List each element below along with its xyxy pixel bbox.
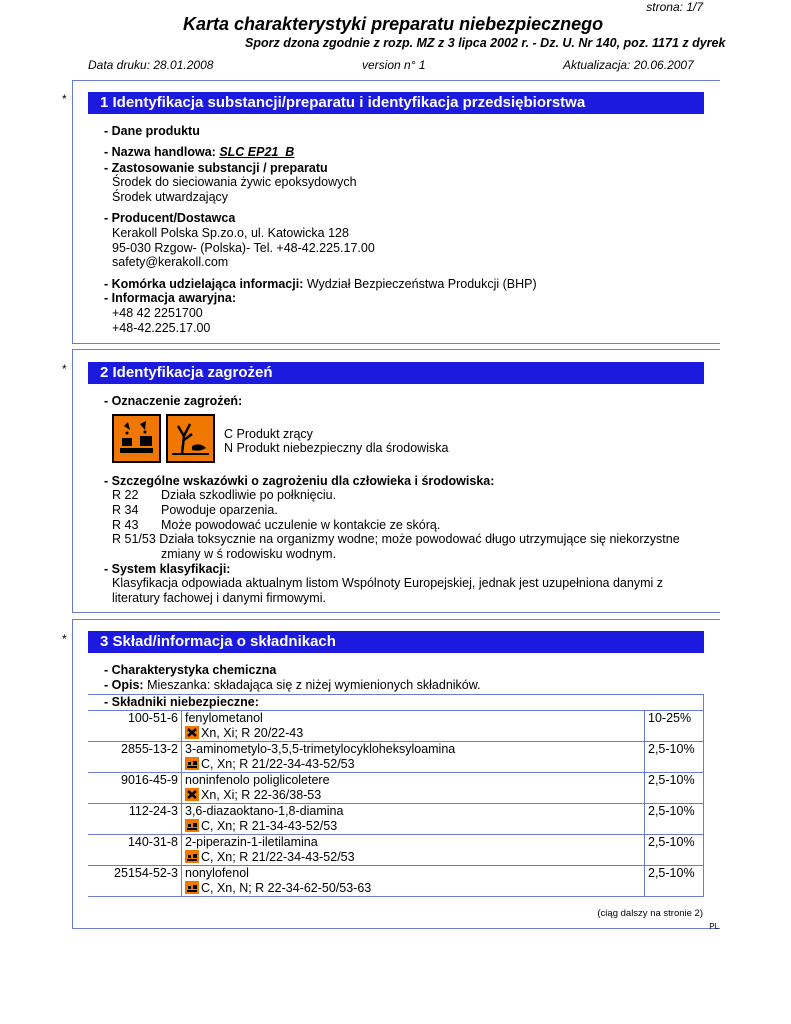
info-label: - Komórka udzielająca informacji: <box>104 277 304 291</box>
use-line-1: Środek do sieciowania żywic epoksydowych <box>112 175 357 189</box>
classification-line-1: Klasyfikacja odpowiada aktualnym listom Wspólnoty Europejskiej, jednak jest uzupełniona danymi z <box>112 576 663 590</box>
print-date: Data druku: 28.01.2008 <box>88 58 214 72</box>
harmful-x-icon <box>185 788 199 801</box>
info-value: Wydział Bezpieczeństwa Produkcji (BHP) <box>306 277 537 291</box>
corrosive-icon <box>185 850 199 863</box>
version: version n° 1 <box>362 58 426 72</box>
producer-line-1: Kerakoll Polska Sp.zo.o, ul. Katowicka 128 <box>112 226 349 240</box>
risk-text: Działa szkodliwie po połknięciu. <box>161 488 337 502</box>
section-2-title: 2 Identyfikacja zagrożeń <box>88 362 704 384</box>
description-row <box>104 678 481 692</box>
cas-number: 140-31-8 <box>88 835 182 866</box>
risk-code: R 43 <box>112 518 139 532</box>
ingredient-name: 3,6-diazaoktano-1,8-diamina <box>185 804 344 818</box>
section-1-title: 1 Identyfikacja substancji/preparatu i identyfikacja przedsiębiorstwa <box>88 92 704 114</box>
corrosive-icon <box>185 757 199 770</box>
risk-phrase <box>112 488 336 502</box>
corrosive-icon <box>185 819 199 832</box>
producer-email[interactable]: safety@kerakoll.com <box>112 255 229 269</box>
ingredient-percentage: 2,5-10% <box>645 804 704 835</box>
section-2-changed-marker: * <box>62 362 67 376</box>
producer-line-2: 95-030 Rzgow- (Polska)- Tel. +48-42.225.17.00 <box>112 241 375 255</box>
risk-phrase-51-53-line-2: zmiany w ś rodowisku wodnym. <box>161 547 337 561</box>
hazardous-ingredients-table <box>88 694 704 897</box>
section-3-changed-marker: * <box>62 632 67 646</box>
ingredient-name: 2-piperazin-1-iletilamina <box>185 835 318 849</box>
ingredient-classification: C, Xn; R 21/22-34-43-52/53 <box>185 850 641 865</box>
ingredient-percentage: 2,5-10% <box>645 773 704 804</box>
risk-text: Może powodować uczulenie w kontakcie ze skórą. <box>161 518 441 532</box>
corrosive-pictogram-icon <box>112 414 161 463</box>
risk-code: R 34 <box>112 503 139 517</box>
table-row <box>88 866 704 897</box>
use-label: - Zastosowanie substancji / preparatu <box>104 161 328 175</box>
emergency-line-1: +48 42 2251700 <box>112 306 203 320</box>
table-row <box>88 742 704 773</box>
language-code: PL <box>709 922 719 931</box>
cas-number: 2855-13-2 <box>88 742 182 773</box>
description-label: - Opis: <box>104 678 144 692</box>
page-number: strona: 1/7 <box>646 0 703 14</box>
ingredient-percentage: 10-25% <box>645 711 704 742</box>
cas-number: 25154-52-3 <box>88 866 182 897</box>
risk-code: R 22 <box>112 488 139 502</box>
risk-phrase-51-53-line-1: R 51/53 Działa toksycznie na organizmy wodne; może powodować długo utrzymujące się niekorzystne <box>112 532 680 546</box>
ingredients-label: - Składniki niebezpieczne: <box>88 695 704 711</box>
hazard-environment: N Produkt niebezpieczny dla środowiska <box>224 441 449 455</box>
table-header-row <box>88 695 704 711</box>
risk-phrase <box>112 503 278 517</box>
ingredient-classification: C, Xn; R 21-34-43-52/53 <box>185 819 641 834</box>
classification-system-label: - System klasyfikacji: <box>104 562 231 576</box>
trade-name-row <box>104 145 294 159</box>
ingredient-name: 3-aminometylo-3,5,5-trimetylocykloheksyloamina <box>185 742 456 756</box>
emergency-line-2: +48-42.225.17.00 <box>112 321 211 335</box>
table-row <box>88 835 704 866</box>
table-row <box>88 804 704 835</box>
risk-phrases-label: - Szczególne wskazówki o zagrożeniu dla człowieka i środowiska: <box>104 474 495 488</box>
producer-label: - Producent/Dostawca <box>104 211 236 225</box>
hazard-corrosive: C Produkt zrący <box>224 427 313 441</box>
document-title: Karta charakterystyki preparatu niebezpiecznego <box>183 14 604 34</box>
ingredient-percentage: 2,5-10% <box>645 866 704 897</box>
chemical-characteristics-label: - Charakterystyka chemiczna <box>104 663 277 677</box>
ingredient-cell <box>182 773 645 804</box>
classification-line-2: literatury fachowej i danymi firmowymi. <box>112 591 326 605</box>
ingredient-classification: C, Xn; R 21/22-34-43-52/53 <box>185 757 641 772</box>
cas-number: 112-24-3 <box>88 804 182 835</box>
ingredient-cell <box>182 835 645 866</box>
use-line-2: Środek utwardzający <box>112 190 229 204</box>
ingredient-percentage: 2,5-10% <box>645 742 704 773</box>
description-value: Mieszanka: składająca się z niżej wymienionych składników. <box>147 678 481 692</box>
ingredient-classification: C, Xn, N; R 22-34-62-50/53-63 <box>185 881 641 896</box>
hazard-marking-label: - Oznaczenie zagrożeń: <box>104 394 243 408</box>
ingredient-cell <box>182 866 645 897</box>
ingredient-name: noninfenolo poliglicoletere <box>185 773 330 787</box>
risk-phrase <box>112 518 440 532</box>
corrosive-icon <box>185 881 199 894</box>
table-row <box>88 711 704 742</box>
product-data-label: - Dane produktu <box>104 124 200 138</box>
ingredient-cell <box>182 804 645 835</box>
trade-name-value: SLC EP21 B <box>219 145 295 159</box>
section-1-changed-marker: * <box>62 92 67 106</box>
environment-pictogram-icon <box>166 414 215 463</box>
table-row <box>88 773 704 804</box>
document-subtitle: Sporz dzona zgodnie z rozp. MZ z 3 lipca 2002 r. - Dz. U. Nr 140, poz. 1171 z dyrek <box>245 36 726 50</box>
section-3-title: 3 Skład/informacja o składnikach <box>88 631 704 653</box>
ingredient-name: nonylofenol <box>185 866 249 880</box>
update-date: Aktualizacja: 20.06.2007 <box>563 58 694 72</box>
harmful-x-icon <box>185 726 199 739</box>
ingredient-name: fenylometanol <box>185 711 263 725</box>
ingredient-cell <box>182 711 645 742</box>
ingredient-cell <box>182 742 645 773</box>
info-row <box>104 277 537 291</box>
trade-name-label: - Nazwa handlowa: <box>104 145 216 159</box>
risk-text: Powoduje oparzenia. <box>161 503 278 517</box>
cas-number: 100-51-6 <box>88 711 182 742</box>
ingredient-percentage: 2,5-10% <box>645 835 704 866</box>
emergency-label: - Informacja awaryjna: <box>104 291 236 305</box>
cas-number: 9016-45-9 <box>88 773 182 804</box>
ingredient-classification: Xn, Xi; R 20/22-43 <box>185 726 641 741</box>
ingredient-classification: Xn, Xi; R 22-36/38-53 <box>185 788 641 803</box>
continued-note: (ciąg dalszy na stronie 2) <box>597 908 703 919</box>
